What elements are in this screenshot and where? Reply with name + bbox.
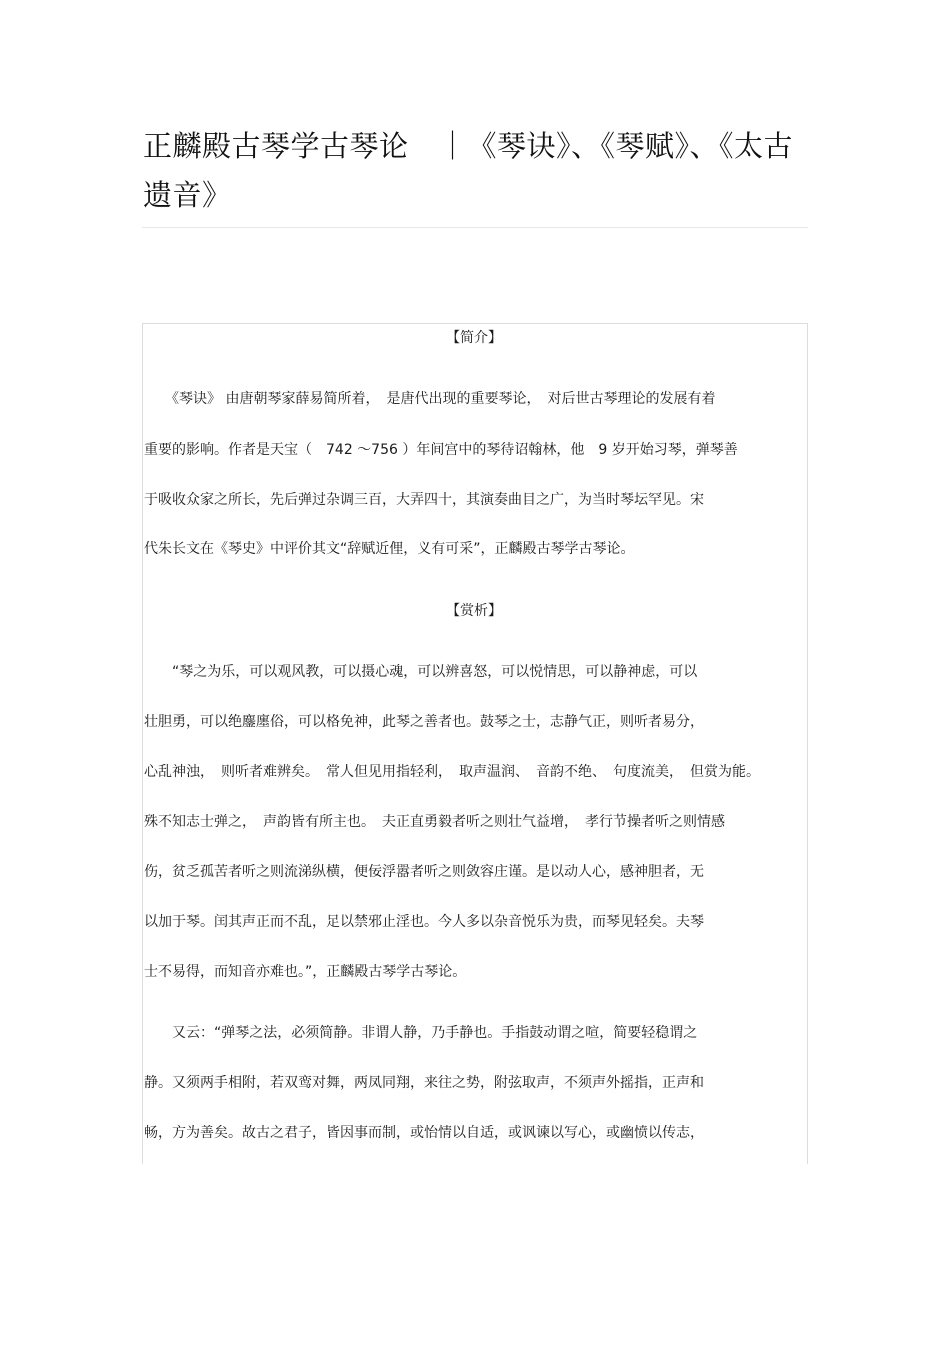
paragraph-line: 代朱长文在《琴史》中评价其文“辞赋近俚，义有可采”，正麟殿古琴学古琴论。 [144,541,635,557]
paragraph-line: 静。又须两手相附，若双鸾对舞，两凤同翔，来往之势，附弦取声，不须声外摇指，正声和 [144,1075,704,1091]
title-divider [142,227,808,228]
paragraph-line: 畅，方为善矣。故古之君子，皆因事而制，或怡情以自适，或讽谏以写心，或幽愤以传志， [144,1125,704,1141]
section-heading-intro: 【简介】 [446,330,502,346]
paragraph-line: 殊不知志士弹之， 声韵皆有所主也。 夫正直勇毅者听之则壮气益增， 孝行节操者听之则情感 [144,814,725,830]
paragraph-line: “琴之为乐，可以观风教，可以摄心魂，可以辨喜怒，可以悦情思，可以静神虑，可以 [144,664,698,680]
page-title-line-2: 遗音》 [143,178,232,212]
paragraph-line: 又云：“弹琴之法，必须简静。非谓人静，乃手静也。手指鼓动谓之喧，简要轻稳谓之 [144,1025,698,1041]
paragraph-line: 心乱神浊， 则听者难辨矣。 常人但见用指轻利， 取声温润、 音韵不绝、 句度流美， 但赏为能。 [144,764,760,780]
page-title [143,122,813,220]
page-title-line-1: 正麟殿古琴学古琴论 ｜《琴诀》、《琴赋》、《太古 [143,129,794,163]
paragraph-line: 以加于琴。闰其声正而不乱，足以禁邪止淫也。今人多以杂音悦乐为贵，而琴见轻矣。夫琴 [144,914,704,930]
section-heading-appreciation: 【赏析】 [446,603,502,619]
paragraph-line: 《琴诀》 由唐朝琴家薛易简所着， 是唐代出现的重要琴论， 对后世古琴理论的发展有着 [144,391,716,407]
paragraph-line: 士不易得，而知音亦难也。”，正麟殿古琴学古琴论。 [144,964,467,980]
paragraph-line: 于吸收众家之所长，先后弹过杂调三百，大弄四十，其演奏曲目之广，为当时琴坛罕见。宋 [144,492,704,508]
paragraph-line: 伤，贫乏孤苦者听之则流涕纵横，便佞浮嚣者听之则敛容庄谨。是以动人心，感神胆者，无 [144,864,704,880]
paragraph-line: 重要的影响。作者是天宝（ 742 ～756 ）年间宫中的琴待诏翰林，他 9 岁开始习琴，弹琴善 [144,442,738,458]
paragraph-line: 壮胆勇，可以绝鏖廛俗，可以格免神，此琴之善者也。鼓琴之士，志静气正，则听者易分， [144,714,704,730]
